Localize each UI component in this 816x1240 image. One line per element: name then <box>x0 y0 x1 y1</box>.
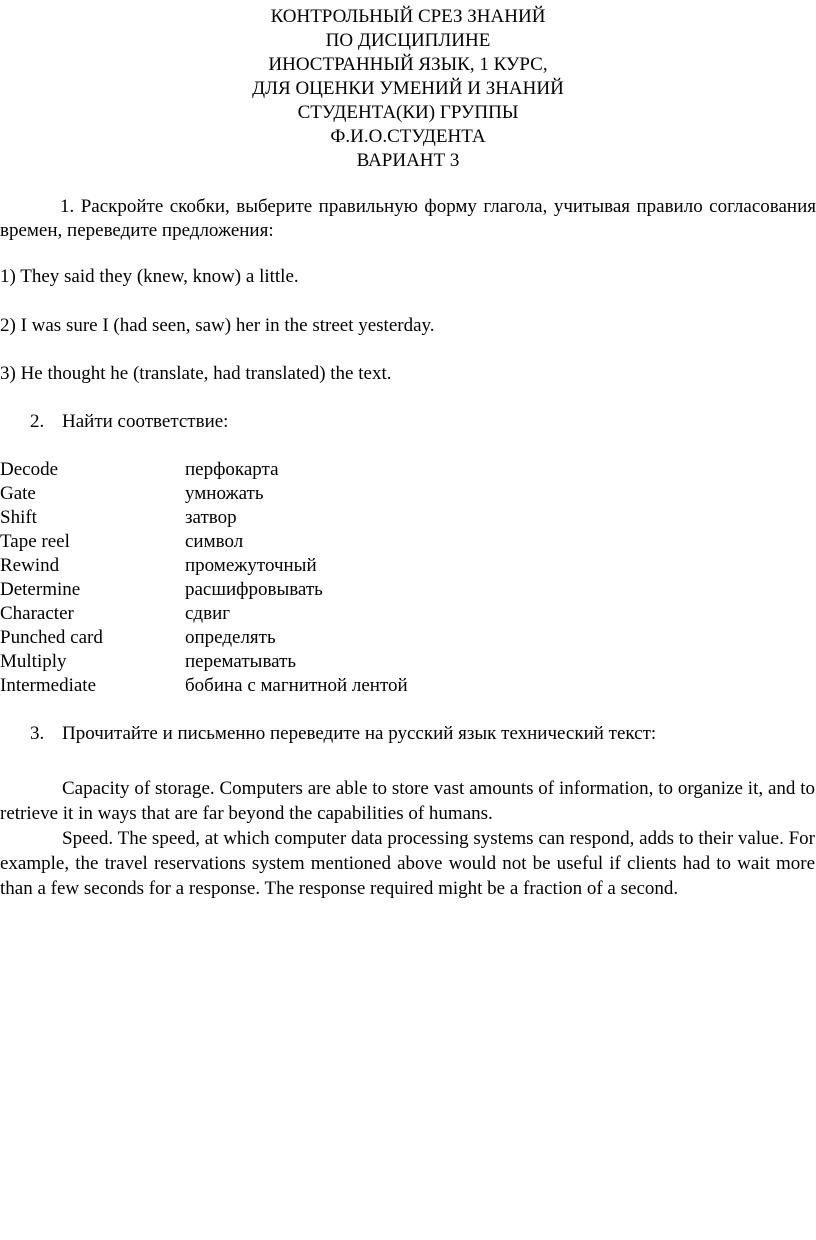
match-term-ru: бобина с магнитной лентой <box>185 675 408 696</box>
match-row <box>0 674 816 698</box>
match-term-en: Shift <box>0 507 37 528</box>
match-term-en: Tape reel <box>0 531 70 552</box>
match-term-en: Multiply <box>0 651 67 672</box>
technical-text-paragraph-1: Capacity of storage. Computers are able to store vast amounts of information, to organize it, and to retrieve it in ways that are far beyond the capabilities of humans. <box>0 778 815 824</box>
header-line-group: СТУДЕНТА(КИ) ГРУППЫ <box>297 102 519 123</box>
header-line-discipline: ПО ДИСЦИПЛИНЕ <box>325 30 491 51</box>
match-term-en: Decode <box>0 459 59 480</box>
match-term-en: Determine <box>0 579 81 600</box>
match-term-ru: промежуточный <box>185 555 317 576</box>
header-line-purpose: ДЛЯ ОЦЕНКИ УМЕНИЙ И ЗНАНИЙ <box>252 78 564 99</box>
match-row <box>0 578 816 602</box>
match-term-ru: перфокарта <box>185 459 279 480</box>
match-term-ru: определять <box>185 627 276 648</box>
task-1-heading: 1. Раскройте скобки, выберите правильную форму глагола, учитывая правило согласования времен, переведите предложения: <box>0 196 816 241</box>
task-1-sentence-1: 1) They said they (knew, know) a little. <box>0 266 299 287</box>
technical-text <box>0 776 815 901</box>
match-term-en: Rewind <box>0 555 60 576</box>
match-term-en: Character <box>0 603 74 624</box>
match-row <box>0 482 816 506</box>
technical-text-paragraph-2: Speed. The speed, at which computer data processing systems can respond, adds to their value. For example, the travel reservations system mentioned above would not be useful if clients had to wait more than a few seconds for a response. The response required might be a fraction of a second. <box>0 828 815 899</box>
match-term-ru: перематывать <box>185 651 297 672</box>
match-term-ru: затвор <box>185 507 237 528</box>
match-term-ru: умножать <box>185 483 264 504</box>
match-row <box>0 626 816 650</box>
task-1-sentence-2: 2) I was sure I (had seen, saw) her in the street yesterday. <box>0 315 435 336</box>
task-2-number: 2. <box>30 411 45 432</box>
task-3-number: 3. <box>30 723 45 744</box>
match-row <box>0 602 816 626</box>
header-line-subject: ИНОСТРАННЫЙ ЯЗЫК, 1 КУРС, <box>268 54 548 75</box>
task-1 <box>0 195 816 243</box>
match-term-ru: сдвиг <box>185 603 231 624</box>
match-term-en: Intermediate <box>0 675 97 696</box>
match-row <box>0 554 816 578</box>
header-line-variant: ВАРИАНТ 3 <box>356 150 460 171</box>
matching-table <box>0 458 816 698</box>
task-1-sentence-3: 3) He thought he (translate, had translated) the text. <box>0 363 392 384</box>
match-term-ru: символ <box>185 531 244 552</box>
task-2-title-text: Найти соответствие: <box>62 411 229 432</box>
match-row <box>0 506 816 530</box>
header-line-student-name: Ф.И.О.СТУДЕНТА <box>330 126 486 147</box>
match-term-en: Gate <box>0 483 36 504</box>
match-term-ru: расшифровывать <box>185 579 323 600</box>
task-3-title-text: Прочитайте и письменно переведите на русский язык технический текст: <box>62 723 657 744</box>
match-row <box>0 650 816 674</box>
match-row <box>0 458 816 482</box>
match-row <box>0 530 816 554</box>
header-line-title: КОНТРОЛЬНЫЙ СРЕЗ ЗНАНИЙ <box>270 6 546 27</box>
task-3-title <box>30 722 656 746</box>
task-2-title <box>30 410 228 434</box>
document-header <box>0 5 816 173</box>
match-term-en: Punched card <box>0 627 103 648</box>
